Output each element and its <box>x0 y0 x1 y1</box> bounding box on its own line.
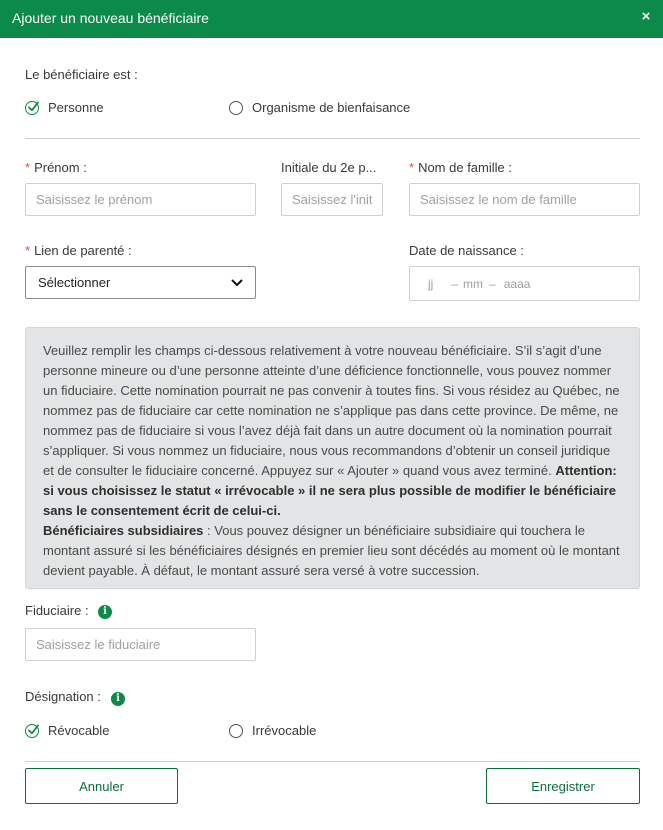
birth-year-field[interactable]: aaaa <box>503 276 531 291</box>
radio-checked-icon <box>25 101 39 115</box>
birth-date-label: Date de naissance : <box>409 243 524 258</box>
radio-organisme[interactable] <box>229 100 410 115</box>
notice-attention: Attention: si vous choisissez le statut « irrévocable » il ne sera plus possible de modifier le bénéficiaire sans le consentement écrit de celui-ci. <box>43 463 617 518</box>
birth-day-field[interactable]: jj <box>428 276 434 291</box>
designation-label: Désignation : <box>25 689 101 704</box>
close-icon[interactable]: × <box>641 8 651 25</box>
dialog-header <box>0 0 663 38</box>
info-icon[interactable]: i <box>98 605 112 619</box>
cancel-button[interactable]: Annuler <box>25 768 178 804</box>
radio-revocable[interactable] <box>25 723 109 738</box>
relationship-select[interactable] <box>25 266 256 299</box>
radio-organisme-label: Organisme de bienfaisance <box>252 100 411 115</box>
notice-subsidiary-title: Bénéficiaires subsidiaires <box>43 523 204 538</box>
last-name-input[interactable] <box>409 183 640 216</box>
divider <box>25 761 640 762</box>
radio-irrevocable-label: Irrévocable <box>252 723 317 738</box>
radio-personne-label: Personne <box>48 100 104 115</box>
date-separator: – <box>451 276 459 291</box>
radio-irrevocable[interactable] <box>229 723 316 738</box>
radio-unchecked-icon <box>229 101 243 115</box>
chevron-down-icon <box>231 275 243 290</box>
middle-initial-input[interactable] <box>281 183 383 216</box>
divider <box>25 138 640 139</box>
notice-box <box>25 327 640 589</box>
first-name-input[interactable] <box>25 183 256 216</box>
beneficiary-type-label: Le bénéficiaire est : <box>25 67 138 82</box>
birth-date-input[interactable] <box>409 266 640 301</box>
trustee-input[interactable] <box>25 628 256 661</box>
birth-month-field[interactable]: mm <box>463 276 484 291</box>
trustee-label: Fiduciaire : <box>25 603 89 618</box>
radio-revocable-label: Révocable <box>48 723 110 738</box>
relationship-label: * Lien de parenté : <box>25 243 132 258</box>
radio-unchecked-icon <box>229 724 243 738</box>
info-icon[interactable]: i <box>111 692 125 706</box>
radio-personne[interactable] <box>25 100 104 115</box>
date-separator: – <box>489 276 496 291</box>
dialog-title: Ajouter un nouveau bénéficiaire <box>12 10 209 26</box>
notice-subsidiary-text: : Vous pouvez désigner un bénéficiaire subsidiaire qui touchera le montant assuré si les bénéficiaires désignés en premier lieu sont décédés au moment où le montant devient payable. À défaut, le montant assuré sera versé à votre succession. <box>43 523 620 578</box>
first-name-label: * Prénom : <box>25 160 87 175</box>
last-name-label: * Nom de famille : <box>409 160 512 175</box>
notice-text: Veuillez remplir les champs ci-dessous relativement à votre nouveau bénéficiaire. S’il s’agit d’une personne mineure ou d’une personne atteinte d’une déficience fonctionnelle, vous pouvez nommer un fiduciaire. Cette nomination pourrait ne pas convenir à toutes fins. Si vous résidez au Québec, ne nommez pas de fiduciaire car cette nomination ne s’applique pas dans cette province. De même, ne nommez pas de fiduciaire si vous l’avez déjà fait dans un autre document où la nomination pourrait s’appliquer. Si vous nommez un fiduciaire, nous vous recommandons d’obtenir un conseil juridique et de consulter le fiduciaire concerné. Appuyez sur « Ajouter » quand vous avez terminé. <box>43 343 620 478</box>
middle-initial-label: Initiale du 2e p... <box>281 160 377 175</box>
relationship-select-value: Sélectionner <box>38 275 111 290</box>
radio-checked-icon <box>25 724 39 738</box>
save-button[interactable]: Enregistrer <box>486 768 640 804</box>
